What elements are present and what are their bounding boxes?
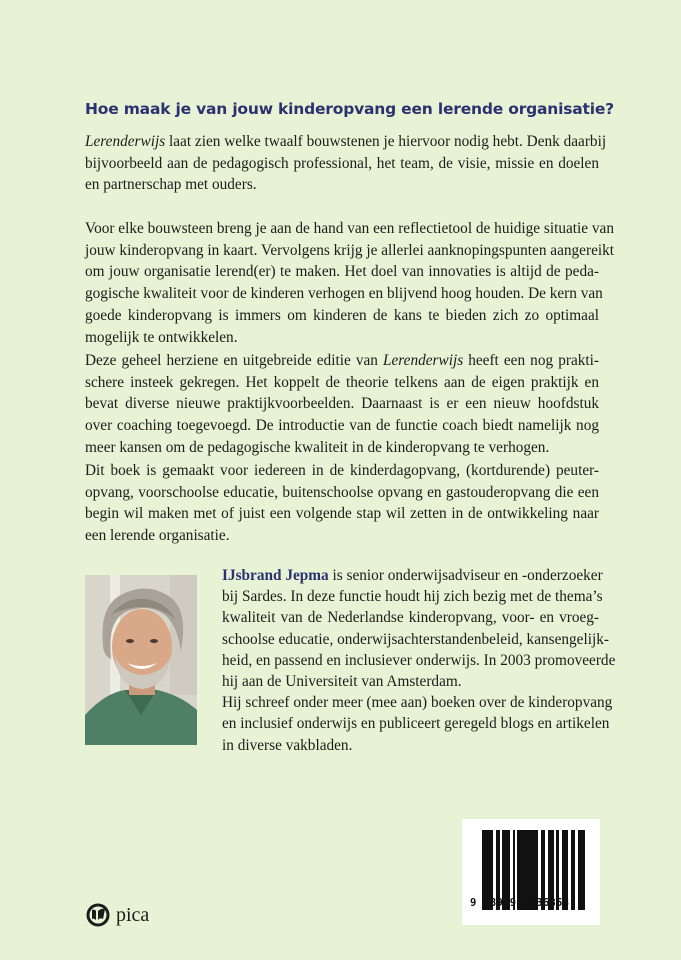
text-line: Dit boek is gemaakt voor iedereen in de kinderdagopvang, (kortdurende) peuter- <box>85 462 599 479</box>
text-line: kwaliteit van de Nederlandse kinderopvang, voor- en vroeg- <box>222 609 599 627</box>
text-line: hij aan de Universiteit van Amsterdam. <box>222 673 462 691</box>
text-line: schoolse educatie, onderwijsachterstandenbeleid, kansengelijk- <box>222 630 609 648</box>
text-line: bij Sardes. In deze functie houdt hij zich bezig met de thema’s <box>222 588 603 606</box>
book-title-italic: Lerenderwijs <box>382 352 464 369</box>
text-line: gogische kwaliteit voor de kinderen verhogen en blijvend hoog houden. De kern van <box>85 285 603 303</box>
text-line: bijvoorbeeld aan de pedagogisch professional, het team, de visie, missie en doelen <box>85 154 599 172</box>
isbn-number: 9 789493 336353 <box>470 897 570 909</box>
text-line: heid, en passend en inclusiever onderwijs. In 2003 promoveerde <box>222 651 616 669</box>
text-line: Deze geheel herziene en uitgebreide editie van Lerenderwijs heeft een nog prakti- <box>85 352 599 369</box>
pica-logo-icon <box>86 903 112 927</box>
author-portrait-icon <box>85 575 197 745</box>
publisher-logo <box>86 900 149 930</box>
text-line: goede kinderopvang is immers om kinderen de kans te bieden zich zo optimaal <box>85 306 599 324</box>
author-photo <box>85 575 197 745</box>
text-line: bevat diverse nieuwe praktijkvoorbeelden. Daarnaast is er een nieuw hoofdstuk <box>85 395 599 413</box>
book-title-italic: Lerenderwijs <box>85 133 166 150</box>
text-line: Hij schreef onder meer (mee aan) boeken over de kinderopvang <box>222 694 613 712</box>
text-line: begin wil maken met of juist een volgende stap wil zetten in de ontwikkeling naar <box>85 505 599 523</box>
text-line: Voor elke bouwsteen breng je aan de hand van een reflectietool de huidige situatie van <box>85 220 614 237</box>
back-cover-heading: Hoe maak je van jouw kinderopvang een lerende organisatie? <box>85 100 614 119</box>
text-line: een lerende organisatie. <box>85 527 230 545</box>
text-line: in diverse vakbladen. <box>222 736 353 754</box>
publisher-name: pica <box>116 903 150 926</box>
text-line: IJsbrand Jepma is senior onderwijsadviseur en -onderzoeker <box>222 567 603 584</box>
text-line: schere insteek gekregen. Het koppelt de theorie telkens aan de eigen praktijk en <box>85 373 599 391</box>
text-line: over coaching toegevoegd. De introductie van de functie coach biedt namelijk nog <box>85 417 599 435</box>
text-line: mogelijk te ontwikkelen. <box>85 328 238 346</box>
intro-paragraph <box>85 131 607 196</box>
text-line: jouw kinderopvang in kaart. Vervolgens krijg je allerlei aanknopingspunten aangereikt <box>85 241 615 259</box>
author-name: IJsbrand Jepma <box>222 567 329 584</box>
audience-paragraph <box>85 460 599 547</box>
isbn-barcode <box>462 819 600 925</box>
text-line: opvang, voorschoolse educatie, buitenschoolse opvang en gastouderopvang die een <box>85 483 599 501</box>
text-line: Lerenderwijs laat zien welke twaalf bouwstenen je hiervoor nodig hebt. Denk daarbij <box>85 133 607 150</box>
text-line: meer kansen om de pedagogische kwaliteit in de kinderopvang te verhogen. <box>85 438 550 456</box>
text-line: om jouw organisatie lerend(er) te maken. Het doel van innovaties is altijd de peda- <box>85 263 599 281</box>
reflection-paragraph <box>85 218 615 348</box>
text-line: en partnerschap met ouders. <box>85 176 257 194</box>
author-bio <box>222 565 616 756</box>
text-line: en inclusief onderwijs en publiceert geregeld blogs en artikelen <box>222 715 610 733</box>
edition-paragraph <box>85 350 599 459</box>
